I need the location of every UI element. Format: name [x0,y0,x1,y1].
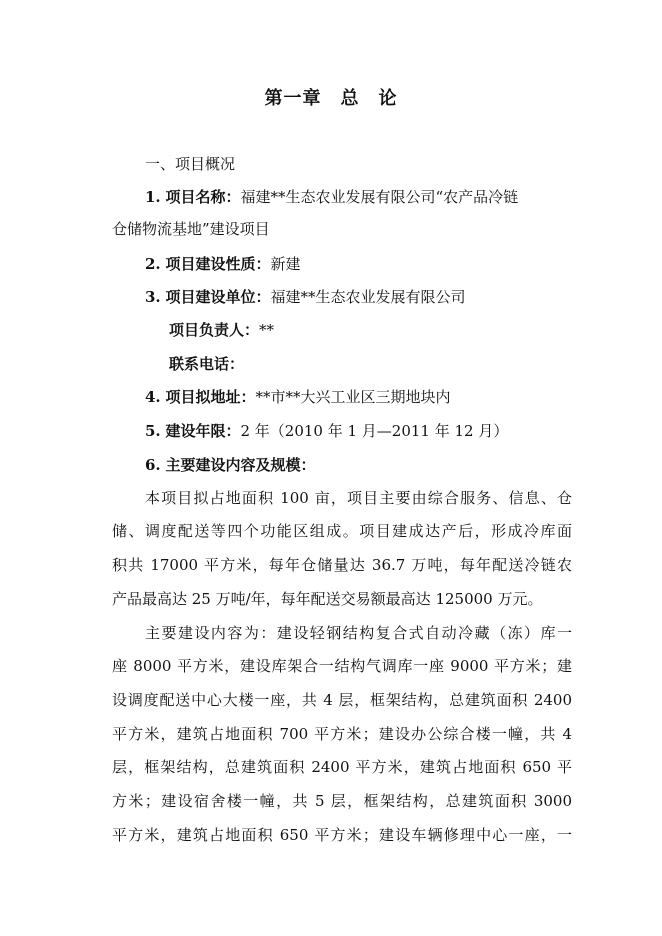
paragraph2-line: 座 8000 平方米，建设库架合一结构气调库一座 9000 平方米；建 [112,657,572,675]
paragraph2-line: 平方米，建筑占地面积 650 平方米；建设车辆修理中心一座，一 [112,826,572,844]
paragraph2-line: 平方米，建筑占地面积 700 平方米；建设办公综合楼一幢，共 4 [112,725,572,743]
item-scope-label: 主要建设内容及规模： [165,456,316,474]
paragraph1-line: 本项目拟占地面积 100 亩，项目主要由综合服务、信息、仓 [145,489,572,507]
section-heading: 一、项目概况 [145,155,236,173]
item-leader-line [169,320,274,340]
item-period-label: 建设年限： [165,422,241,440]
item-name-value-1: 福建**生态农业发展有限公司“农产品冷链 [240,188,519,206]
item-period-value: 2 年（2010 年 1 月—2011 年 12 月） [240,422,509,440]
chapter-title: 第一章 总 论 [264,88,398,109]
item-period-num: 5. [145,422,161,440]
item-name-label: 项目名称： [165,188,241,206]
item-name-line [145,187,518,207]
item-period-line [145,421,508,441]
paragraph2-line: 方米；建设宿舍楼一幢，共 5 层，框架结构，总建筑面积 3000 [112,792,572,810]
item-unit-line [145,287,465,307]
paragraph1-line: 产品最高达 25 万吨/年，每年配送交易额最高达 125000 万元。 [112,590,543,608]
item-leader-label: 项目负责人： [169,321,260,339]
item-scope-line [145,455,315,475]
paragraph2-line: 主要建设内容为：建设轻钢结构复合式自动冷藏（冻）库一 [145,624,572,642]
item-unit-value: 福建**生态农业发展有限公司 [270,288,466,306]
item-phone-label: 联系电话： [169,355,245,373]
item-nature-num: 2. [145,255,161,273]
paragraph1-line: 储、调度配送等四个功能区组成。项目建成达产后，形成冷库面 [112,522,572,540]
item-nature-line [145,254,300,274]
item-name-num: 1. [145,188,161,206]
item-address-num: 4. [145,388,161,406]
item-address-value: **市**大兴工业区三期地块内 [255,388,451,406]
item-nature-value: 新建 [270,255,301,273]
item-unit-num: 3. [145,288,161,306]
item-leader-value: ** [259,321,275,339]
paragraph1-line: 积共 17000 平方米，每年仓储量达 36.7 万吨，每年配送冷链农 [112,556,572,574]
item-name-value-2: 仓储物流基地”建设项目 [112,220,270,238]
item-unit-label: 项目建设单位： [165,288,271,306]
item-address-line [145,387,450,407]
item-phone-line [169,354,244,374]
item-nature-label: 项目建设性质： [165,255,271,273]
paragraph2-line: 设调度配送中心大楼一座，共 4 层，框架结构，总建筑面积 2400 [112,691,572,709]
item-scope-num: 6. [145,456,161,474]
item-address-label: 项目拟地址： [165,388,256,406]
paragraph2-line: 层，框架结构，总建筑面积 2400 平方米，建筑占地面积 650 平 [112,758,572,776]
